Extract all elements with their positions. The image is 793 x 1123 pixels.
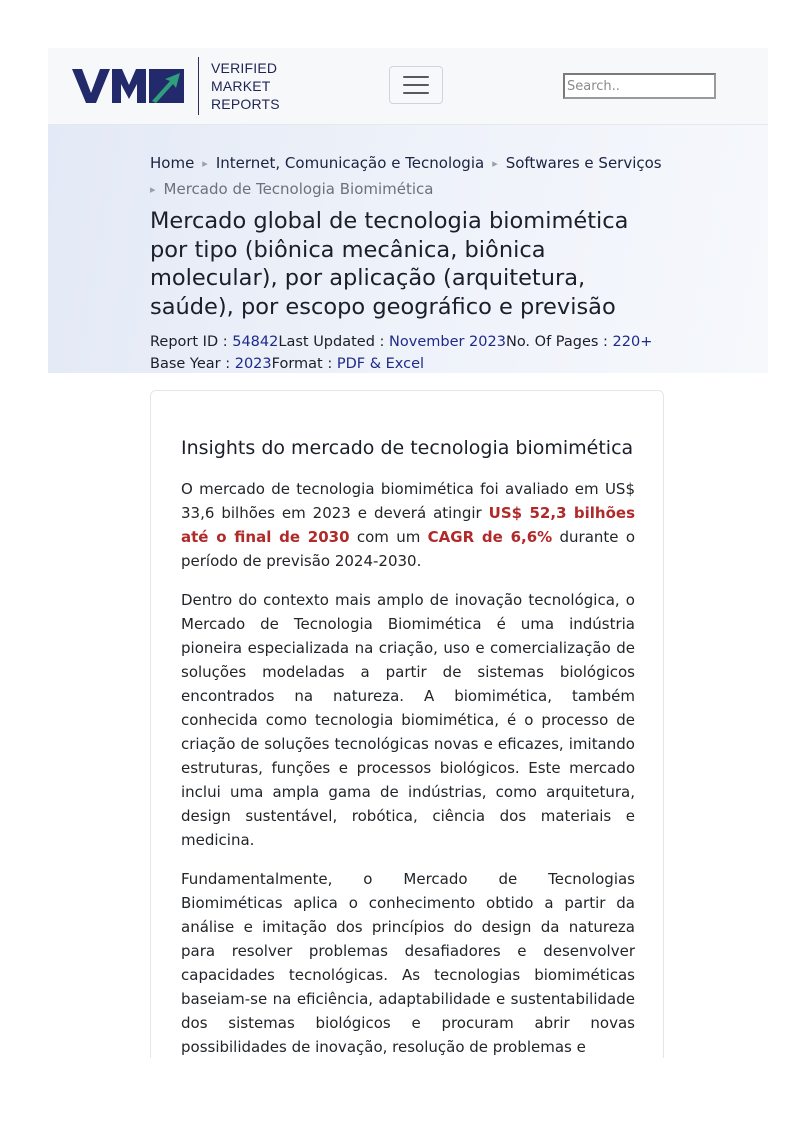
brand-logo[interactable] <box>72 56 280 116</box>
p1-text-b: com um <box>349 528 428 546</box>
report-meta <box>150 331 652 375</box>
breadcrumb-home[interactable]: Home <box>150 154 195 172</box>
brand-name-line3: REPORTS <box>211 96 280 112</box>
breadcrumb-current: Mercado de Tecnologia Biomimética <box>163 180 434 198</box>
format-label: Format : <box>271 356 337 372</box>
insights-heading: Insights do mercado de tecnologia biomimética <box>181 437 634 459</box>
chevron-right-icon: ▸ <box>150 183 156 196</box>
brand-name-line1: VERIFIED <box>211 60 278 76</box>
report-hero <box>48 125 768 373</box>
p1-highlight-forecast: US$ 52,3 bilhões até o final de 2030 <box>181 504 636 546</box>
breadcrumb <box>150 151 670 203</box>
brand-name-line2: MARKET <box>211 78 271 94</box>
page <box>48 48 768 1056</box>
base-year-label: Base Year : <box>150 356 235 372</box>
p1-text-a: O mercado de tecnologia biomimética foi avaliado em US$ 33,6 bilhões em 2023 e deverá atingir <box>181 480 635 522</box>
pages-label: No. Of Pages : <box>505 334 613 350</box>
search-input[interactable] <box>563 73 716 99</box>
chevron-right-icon: ▸ <box>202 157 208 170</box>
last-updated-label: Last Updated : <box>278 334 390 350</box>
logo-divider <box>198 57 199 115</box>
top-navbar <box>48 48 768 125</box>
pages-value: 220+ <box>612 334 653 350</box>
p1-highlight-cagr: CAGR de 6,6% <box>427 528 553 546</box>
report-id-value: 54842 <box>232 334 279 350</box>
report-id-label: Report ID : <box>150 334 233 350</box>
last-updated-value: November 2023 <box>389 334 506 350</box>
chevron-right-icon: ▸ <box>492 157 498 170</box>
hamburger-menu-icon-bar <box>403 84 429 86</box>
format-value: PDF & Excel <box>336 356 425 372</box>
insights-body <box>181 435 635 1058</box>
page-title: Mercado global de tecnologia biomimética por tipo (biônica mecânica, biônica molecular), por aplicação (arquitetura, saúde), por escopo geográfico e previsão <box>150 208 629 320</box>
base-year-value: 2023 <box>234 356 272 372</box>
breadcrumb-subcategory[interactable]: Softwares e Serviços <box>505 154 662 172</box>
p1-text-c: durante o período de previsão 2024-2030. <box>181 528 635 570</box>
insights-paragraph-3: Fundamentalmente, o Mercado de Tecnologias Biomiméticas aplica o conhecimento obtido a partir da análise e imitação dos princípios do design da natureza para resolver problemas desafiadores e desenvolver capacidades tecnológicas. As tecnologias biomiméticas baseiam-se na eficiência, adaptabilidade e sustentabilidade dos sistemas biológicos e procuram abrir novas possibilidades de inovação, resolução de problemas e <box>181 870 635 1056</box>
insights-paragraph-1 <box>181 477 635 573</box>
insights-paragraph-2: Dentro do contexto mais amplo de inovação tecnológica, o Mercado de Tecnologia Biomimética é uma indústria pioneira especializada na criação, uso e comercialização de soluções modeladas a partir de sistemas biológicos encontrados na natureza. A biomimética, também conhecida como tecnologia biomimética, é o processo de criação de soluções tecnológicas novas e eficazes, imitando estruturas, funções e processos biológicos. Este mercado inclui uma ampla gama de indústrias, como arquitetura, design sustentável, robótica, ciência dos materiais e medicina. <box>181 591 635 849</box>
insights-card <box>150 390 664 1058</box>
hamburger-menu-icon <box>403 76 429 78</box>
breadcrumb-category[interactable]: Internet, Comunicação e Tecnologia <box>215 154 485 172</box>
brand-name <box>211 59 280 113</box>
vmr-logo-icon <box>72 67 184 105</box>
hamburger-menu-icon-bar <box>403 92 429 94</box>
menu-toggle-button[interactable] <box>389 66 443 104</box>
